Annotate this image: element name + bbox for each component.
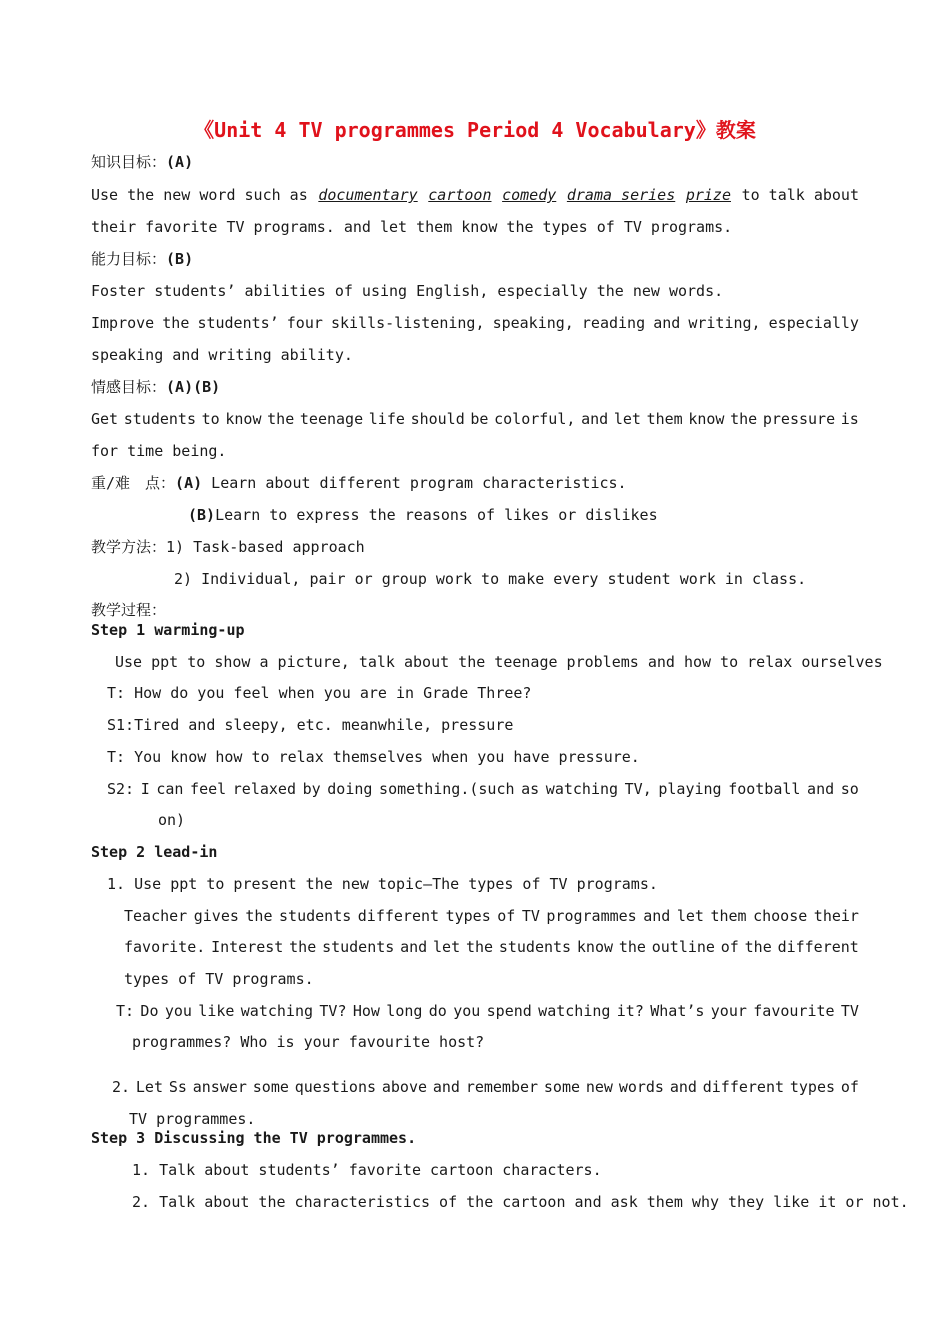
word: teenage	[299, 410, 364, 428]
step-3-heading: Step 3 Discussing the TV programmes.	[91, 1129, 417, 1147]
step-2-line: programmes? Who is your favourite host?	[132, 1033, 485, 1051]
word: and	[669, 1078, 697, 1096]
word: Improve	[91, 314, 155, 332]
word: programmes	[546, 907, 637, 925]
ability-goal-line-3: speaking and writing ability.	[91, 346, 353, 364]
step-1-line	[107, 779, 859, 799]
word: of	[720, 938, 739, 956]
key-point-text: Learn to express the reasons of likes or dislikes	[215, 506, 658, 524]
word: the	[245, 907, 273, 925]
word: your	[710, 1002, 747, 1020]
word: to	[201, 410, 220, 428]
word: and	[643, 907, 671, 925]
word: of	[497, 907, 516, 925]
word: should	[410, 410, 465, 428]
word: S2:	[107, 780, 135, 798]
word: favorite.	[124, 938, 206, 956]
word: especially	[768, 314, 859, 332]
word: long	[386, 1002, 423, 1020]
word: by	[302, 780, 321, 798]
word: types	[445, 907, 491, 925]
word: the	[730, 410, 758, 428]
ability-goal-line-2	[91, 313, 859, 333]
word: What’s	[650, 1002, 705, 1020]
word: and	[400, 938, 428, 956]
word: some	[543, 1078, 581, 1096]
word: 2.	[112, 1078, 131, 1096]
word: Get	[91, 410, 119, 428]
knowledge-goal-label: 知识目标：	[91, 153, 167, 171]
word: TV,	[624, 780, 652, 798]
word: new	[585, 1078, 613, 1096]
knowledge-goal-heading	[91, 152, 193, 172]
key-points-line-1	[91, 473, 627, 493]
word: favourite	[753, 1002, 835, 1020]
word: let	[433, 938, 461, 956]
emotion-goal-line-1	[91, 409, 859, 429]
word: do	[428, 1002, 447, 1020]
word: it?	[616, 1002, 644, 1020]
word: life	[368, 410, 405, 428]
step-3-line: 2. Talk about the characteristics of the cartoon and ask them why they like it or not.	[132, 1193, 909, 1211]
word: TV	[521, 907, 540, 925]
word: of	[840, 1078, 859, 1096]
word: their	[813, 907, 859, 925]
word: skills-listening,	[330, 314, 485, 332]
step-1-heading: Step 1 warming-up	[91, 621, 245, 639]
vocab-word: documentary	[318, 186, 418, 204]
word: remember	[465, 1078, 539, 1096]
word: them	[710, 907, 747, 925]
word: Do	[140, 1002, 159, 1020]
word: choose	[753, 907, 808, 925]
word: types	[789, 1078, 836, 1096]
step-2-line: TV programmes.	[129, 1110, 256, 1128]
word: students	[123, 410, 196, 428]
word: TV?	[319, 1002, 347, 1020]
vocab-word: comedy	[502, 186, 557, 204]
word: know	[225, 410, 262, 428]
word: you	[453, 1002, 481, 1020]
word: something.(such	[379, 780, 515, 798]
methods-line-2: 2) Individual, pair or group work to make every student work in class.	[174, 570, 807, 588]
step-1-line: Use ppt to show a picture, talk about the teenage problems and how to relax ourselves	[115, 653, 883, 671]
word: know	[576, 938, 614, 956]
vocab-word: prize	[685, 186, 731, 204]
step-2-heading: Step 2 lead-in	[91, 843, 218, 861]
step-1-line: T: How do you feel when you are in Grade Three?	[107, 684, 532, 702]
key-point-level: (A)	[175, 474, 203, 492]
word: playing	[658, 780, 722, 798]
word: gives	[193, 907, 239, 925]
key-point-level: (B)	[188, 506, 216, 524]
word: colorful,	[494, 410, 576, 428]
word: Let	[135, 1078, 163, 1096]
method-item: 1) Task-based approach	[166, 538, 365, 556]
knowledge-goal-line-1	[91, 185, 859, 205]
word: and	[653, 314, 681, 332]
word: the	[289, 938, 317, 956]
word: watching	[545, 780, 619, 798]
word: students’	[197, 314, 279, 332]
knowledge-goal-level: (A)	[166, 153, 194, 171]
word: different	[702, 1078, 785, 1096]
word: you	[164, 1002, 192, 1020]
word: watching	[240, 1002, 314, 1020]
word: and	[581, 410, 609, 428]
word: relaxed	[232, 780, 296, 798]
word: them	[646, 410, 683, 428]
word: watching	[538, 1002, 611, 1020]
word: students	[279, 907, 352, 925]
word: football	[728, 780, 801, 798]
step-2-line	[124, 937, 859, 957]
text-segment: to talk about	[741, 186, 859, 204]
word: students	[498, 938, 572, 956]
step-1-line: S1:Tired and sleepy, etc. meanwhile, pressure	[107, 716, 514, 734]
ability-goal-heading	[91, 249, 193, 269]
word: some	[252, 1078, 289, 1096]
word: is	[840, 410, 859, 428]
vocab-word: cartoon	[428, 186, 492, 204]
word: Ss	[168, 1078, 187, 1096]
word: questions	[294, 1078, 377, 1096]
word: and	[807, 780, 835, 798]
word: let	[613, 410, 641, 428]
word: above	[381, 1078, 428, 1096]
step-2-line: 1. Use ppt to present the new topic—The types of TV programs.	[107, 875, 658, 893]
word: the	[162, 314, 190, 332]
vocab-word: drama series	[566, 186, 676, 204]
emotion-goal-level: (A)(B)	[166, 378, 221, 396]
step-2-line	[116, 1001, 859, 1021]
emotion-goal-line-2: for time being.	[91, 442, 227, 460]
word: spend	[486, 1002, 532, 1020]
word: Teacher	[124, 907, 188, 925]
word: answer	[192, 1078, 247, 1096]
text-segment: Use the new word such as	[91, 186, 308, 204]
emotion-goal-heading	[91, 377, 220, 397]
word: outline	[651, 938, 715, 956]
word: like	[198, 1002, 235, 1020]
key-point-text: Learn about different program characteristics.	[211, 474, 627, 492]
step-2-line	[112, 1077, 859, 1097]
word: know	[688, 410, 725, 428]
step-1-line: T: You know how to relax themselves when you have pressure.	[107, 748, 640, 766]
key-points-label: 重/难 点：	[91, 474, 176, 492]
word: the	[744, 938, 772, 956]
ability-goal-line-1: Foster students’ abilities of using English, especially the new words.	[91, 282, 724, 300]
methods-label: 教学方法：	[91, 538, 167, 556]
word: reading	[581, 314, 646, 332]
word: the	[618, 938, 646, 956]
word: writing,	[688, 314, 761, 332]
ability-goal-level: (B)	[166, 250, 194, 268]
word: Interest	[211, 938, 284, 956]
word: T:	[116, 1002, 135, 1020]
word: students	[322, 938, 395, 956]
word: as	[521, 780, 540, 798]
word: How	[352, 1002, 380, 1020]
word: and	[432, 1078, 460, 1096]
word: I	[140, 780, 150, 798]
word: different	[357, 907, 440, 925]
step-2-line	[124, 906, 859, 926]
emotion-goal-label: 情感目标：	[91, 378, 167, 396]
step-3-line: 1. Talk about students’ favorite cartoon characters.	[132, 1161, 602, 1179]
key-points-line-2	[188, 505, 658, 525]
word: the	[267, 410, 295, 428]
step-2-line: types of TV programs.	[124, 970, 314, 988]
word: doing	[327, 780, 373, 798]
process-heading: 教学过程：	[91, 601, 167, 619]
word: be	[470, 410, 489, 428]
word: the	[465, 938, 494, 956]
word: speaking,	[492, 314, 574, 332]
word: let	[676, 907, 704, 925]
document-title: 《Unit 4 TV programmes Period 4 Vocabulary》教案	[194, 118, 756, 142]
word: four	[286, 314, 323, 332]
word: different	[777, 938, 859, 956]
step-1-line: on)	[158, 811, 186, 829]
word: words	[618, 1078, 664, 1096]
knowledge-goal-line-2: their favorite TV programs. and let them know the types of TV programs.	[91, 218, 733, 236]
ability-goal-label: 能力目标：	[91, 250, 167, 268]
word: so	[840, 780, 859, 798]
word: feel	[190, 780, 227, 798]
word: TV	[840, 1002, 859, 1020]
word: can	[156, 780, 184, 798]
methods-line-1	[91, 537, 365, 557]
word: pressure	[762, 410, 836, 428]
